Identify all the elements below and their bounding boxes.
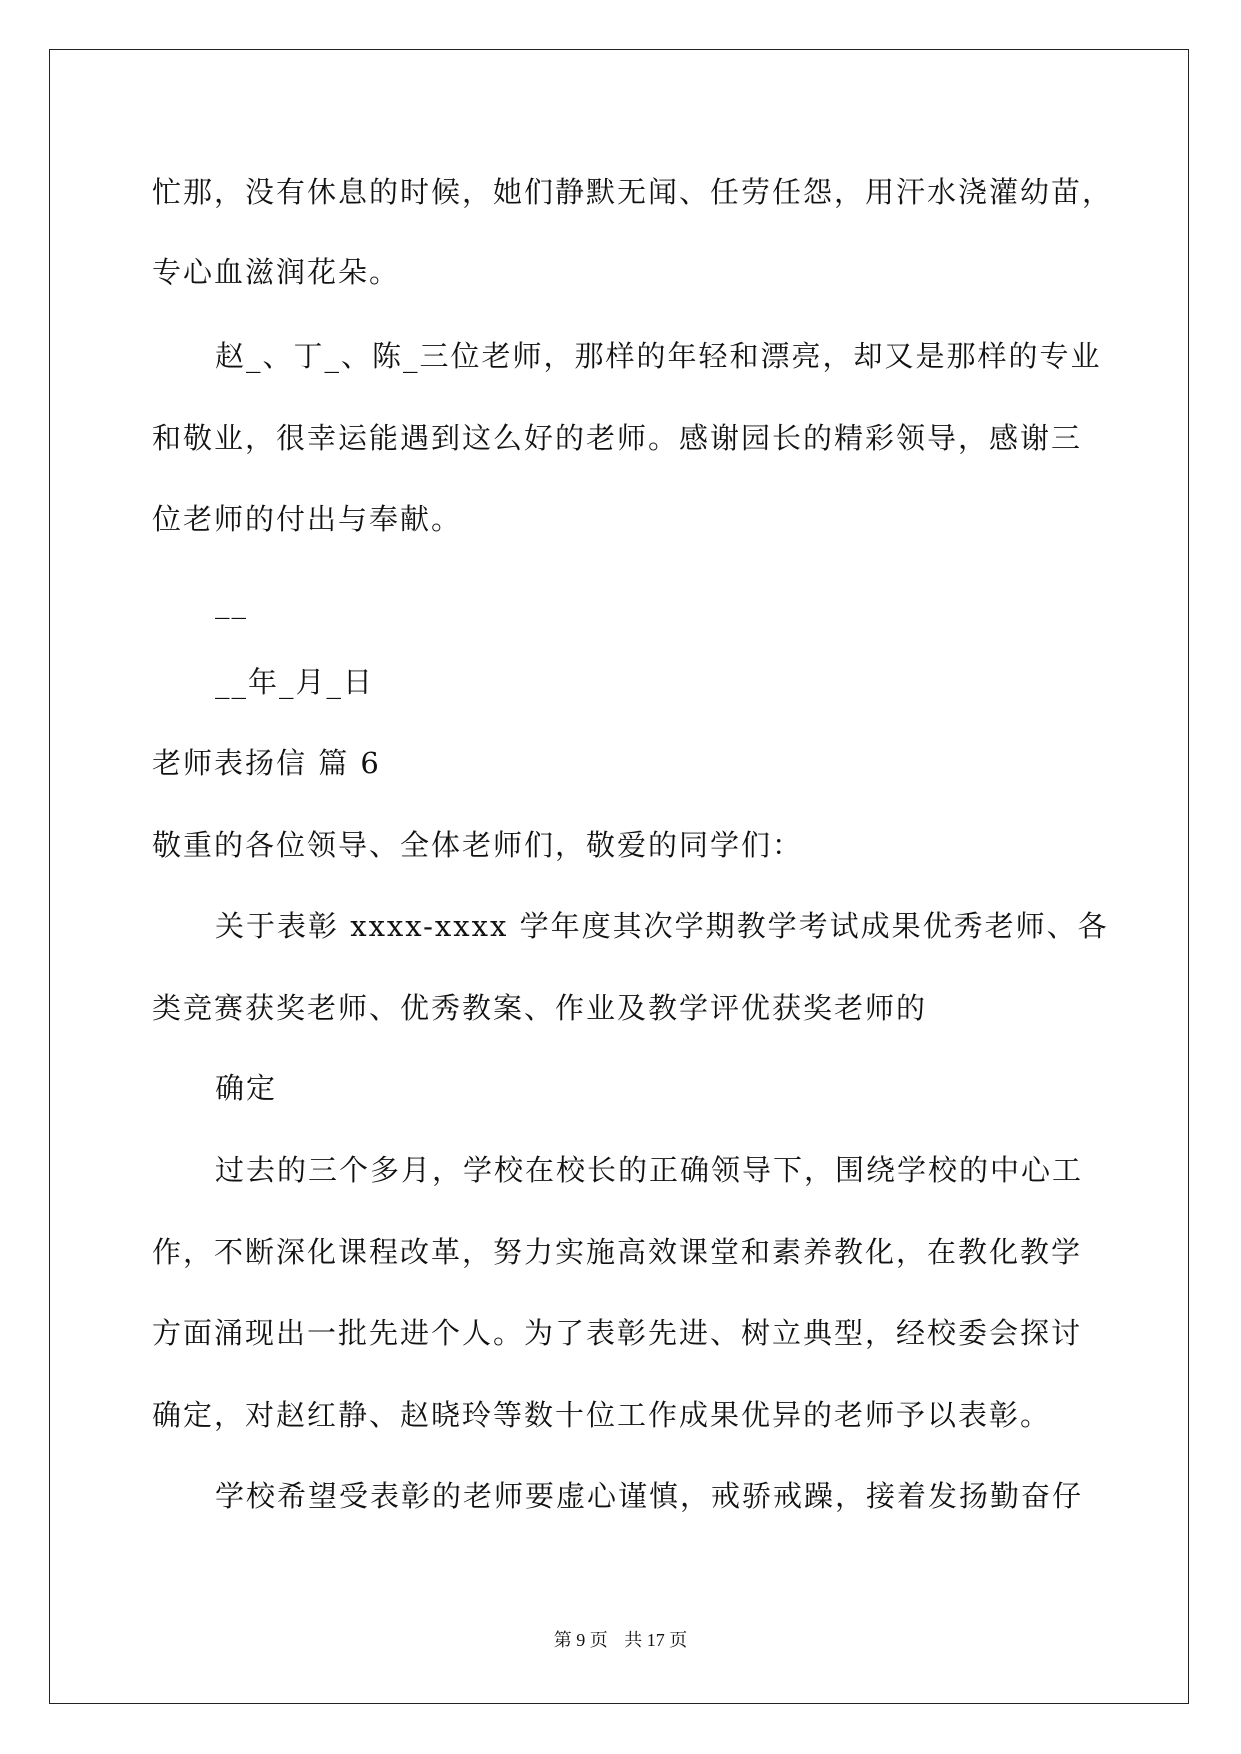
paragraph-line: 赵_、丁_、陈_三位老师，那样的年轻和漂亮，却又是那样的专业 <box>215 339 1102 373</box>
paragraph-line: 关于表彰 xxxx-xxxx 学年度其次学期教学考试成果优秀老师、各 <box>215 909 1109 943</box>
paragraph-line: 学校希望受表彰的老师要虚心谨慎，戒骄戒躁，接着发扬勤奋仔 <box>215 1479 1084 1513</box>
paragraph-line: 忙那，没有休息的时候，她们静默无闻、任劳任怨，用汗水浇灌幼苗， <box>152 175 1114 209</box>
salutation: 敬重的各位领导、全体老师们，敬爱的同学们： <box>152 828 804 862</box>
page-border <box>49 49 1189 1704</box>
page-footer <box>0 1628 1241 1652</box>
section-heading: 老师表扬信 篇 6 <box>152 746 381 780</box>
paragraph-line: 方面涌现出一批先进个人。为了表彰先进、树立典型，经校委会探讨 <box>152 1316 1083 1350</box>
signature-line: __ <box>215 585 248 619</box>
page-total: 共 17 页 <box>624 1630 688 1650</box>
paragraph-line: 作，不断深化课程改革，努力实施高效课堂和素养教化，在教化教学 <box>152 1235 1083 1269</box>
paragraph-line: 类竞赛获奖老师、优秀教案、作业及教学评优获奖老师的 <box>152 991 928 1025</box>
paragraph-line: 和敬业，很幸运能遇到这么好的老师。感谢园长的精彩领导，感谢三 <box>152 421 1083 455</box>
paragraph-line: 专心血滋润花朵。 <box>152 255 401 289</box>
paragraph-line: 确定，对赵红静、赵晓玲等数十位工作成果优异的老师予以表彰。 <box>152 1398 1052 1432</box>
date-line: __年_月_日 <box>215 665 375 699</box>
paragraph-line: 过去的三个多月，学校在校长的正确领导下，围绕学校的中心工 <box>215 1153 1084 1187</box>
page-number: 第 9 页 <box>553 1630 608 1650</box>
paragraph-line: 位老师的付出与奉献。 <box>152 502 463 536</box>
paragraph-line: 确定 <box>215 1071 278 1105</box>
